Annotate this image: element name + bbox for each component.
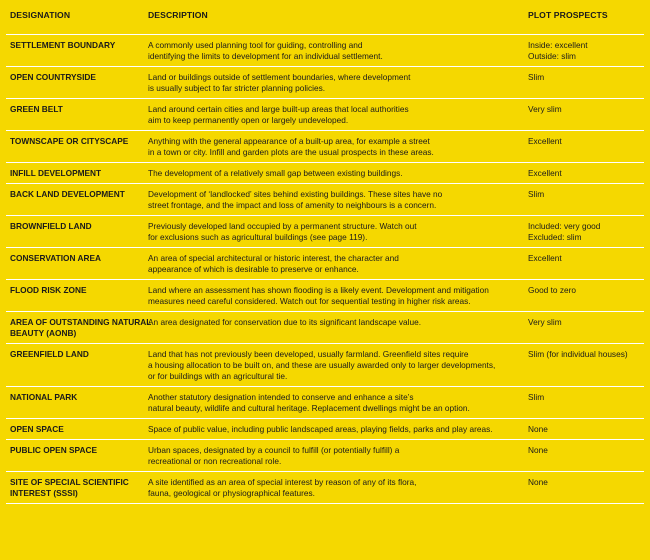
designation-text-line: AREA OF OUTSTANDING NATURAL bbox=[10, 317, 152, 327]
plot-prospects-text-line: Excellent bbox=[528, 136, 562, 146]
designation-cell bbox=[6, 344, 144, 387]
description-text-line: Land or buildings outside of settlement boundaries, where development bbox=[148, 72, 411, 82]
designation-text-line: OPEN COUNTRYSIDE bbox=[10, 72, 96, 82]
header-description: DESCRIPTION bbox=[144, 4, 524, 35]
description-text-line: fauna, geological or physiographical features. bbox=[148, 488, 315, 498]
designation-cell bbox=[6, 248, 144, 280]
plot-prospects-text-line: Excellent bbox=[528, 253, 562, 263]
description-cell bbox=[144, 440, 524, 472]
description-cell bbox=[144, 472, 524, 504]
plot-prospects-cell bbox=[524, 131, 644, 163]
table-row bbox=[6, 312, 644, 344]
designation-text-line: CONSERVATION AREA bbox=[10, 253, 101, 263]
description-cell bbox=[144, 312, 524, 344]
description-cell bbox=[144, 184, 524, 216]
description-text-line: A commonly used planning tool for guiding, controlling and bbox=[148, 40, 363, 50]
description-text-line: The development of a relatively small gap between existing buildings. bbox=[148, 168, 403, 178]
designation-text-line: INTEREST (SSSI) bbox=[10, 488, 78, 498]
description-text-line: recreational or non recreational role. bbox=[148, 456, 282, 466]
plot-prospects-cell bbox=[524, 344, 644, 387]
table-row bbox=[6, 216, 644, 248]
designation-text-line: BACK LAND DEVELOPMENT bbox=[10, 189, 125, 199]
description-text-line: A site identified as an area of special interest by reason of any of its flora, bbox=[148, 477, 417, 487]
description-text-line: Land that has not previously been developed, usually farmland. Greenfield sites require bbox=[148, 349, 469, 359]
description-cell bbox=[144, 280, 524, 312]
description-text-line: street frontage, and the impact and loss of amenity to neighbours is a concern. bbox=[148, 200, 437, 210]
table-row bbox=[6, 472, 644, 504]
description-text-line: Previously developed land occupied by a permanent structure. Watch out bbox=[148, 221, 417, 231]
plot-prospects-cell bbox=[524, 387, 644, 419]
description-text-line: Space of public value, including public landscaped areas, playing fields, parks and play areas. bbox=[148, 424, 493, 434]
plot-prospects-cell bbox=[524, 67, 644, 99]
designation-cell bbox=[6, 387, 144, 419]
plot-prospects-text-line: Good to zero bbox=[528, 285, 576, 295]
description-text-line: Another statutory designation intended to conserve and enhance a site’s bbox=[148, 392, 414, 402]
table-row bbox=[6, 163, 644, 184]
table-row bbox=[6, 387, 644, 419]
designation-text-line: OPEN SPACE bbox=[10, 424, 64, 434]
header-plot-prospects: PLOT PROSPECTS bbox=[524, 4, 644, 35]
table-body bbox=[6, 35, 644, 504]
description-cell bbox=[144, 419, 524, 440]
description-text-line: aim to keep permanently open or largely undeveloped. bbox=[148, 115, 349, 125]
description-text-line: Anything with the general appearance of a built-up area, for example a street bbox=[148, 136, 430, 146]
table-row bbox=[6, 131, 644, 163]
description-text-line: is usually subject to far stricter planning policies. bbox=[148, 83, 326, 93]
plot-prospects-text-line: Included: very good bbox=[528, 221, 601, 231]
description-text-line: appearance of which is desirable to preserve or enhance. bbox=[148, 264, 359, 274]
designation-cell bbox=[6, 131, 144, 163]
description-text-line: in a town or city. Infill and garden plots are the usual prospects in these areas. bbox=[148, 147, 434, 157]
table-row bbox=[6, 35, 644, 67]
table-row bbox=[6, 99, 644, 131]
plot-prospects-cell bbox=[524, 280, 644, 312]
table-header-row bbox=[6, 4, 644, 35]
plot-prospects-cell bbox=[524, 163, 644, 184]
plot-prospects-cell bbox=[524, 35, 644, 67]
plot-prospects-cell bbox=[524, 312, 644, 344]
plot-prospects-text-line: Inside: excellent bbox=[528, 40, 588, 50]
designation-cell bbox=[6, 163, 144, 184]
designation-cell bbox=[6, 216, 144, 248]
description-cell bbox=[144, 99, 524, 131]
designation-cell bbox=[6, 312, 152, 344]
plot-prospects-text-line: Very slim bbox=[528, 317, 562, 327]
description-text-line: Land where an assessment has shown flooding is a likely event. Development and mitigation bbox=[148, 285, 489, 295]
designation-text-line: PUBLIC OPEN SPACE bbox=[10, 445, 97, 455]
plot-prospects-cell bbox=[524, 99, 644, 131]
plot-prospects-text-line: None bbox=[528, 477, 548, 487]
designation-text-line: BEAUTY (AONB) bbox=[10, 328, 77, 338]
plot-prospects-cell bbox=[524, 419, 644, 440]
description-text-line: natural beauty, wildlife and cultural heritage. Replacement dwellings might be an option. bbox=[148, 403, 470, 413]
plot-prospects-text-line: None bbox=[528, 424, 548, 434]
table-row bbox=[6, 67, 644, 99]
designation-cell bbox=[6, 472, 144, 504]
description-cell bbox=[144, 131, 524, 163]
description-text-line: Urban spaces, designated by a council to fulfill (or potentially fulfill) a bbox=[148, 445, 400, 455]
description-text-line: identifying the limits to development for an individual settlement. bbox=[148, 51, 383, 61]
description-text-line: An area designated for conservation due to its significant landscape value. bbox=[148, 317, 422, 327]
header-designation: DESIGNATION bbox=[6, 4, 144, 35]
description-text-line: Development of ‘landlocked’ sites behind existing buildings. These sites have no bbox=[148, 189, 443, 199]
description-cell bbox=[144, 35, 524, 67]
plot-prospects-text-line: Slim bbox=[528, 189, 545, 199]
designation-text-line: FLOOD RISK ZONE bbox=[10, 285, 87, 295]
designation-cell bbox=[6, 280, 144, 312]
description-text-line: An area of special architectural or historic interest, the character and bbox=[148, 253, 399, 263]
designation-text-line: GREEN BELT bbox=[10, 104, 63, 114]
planning-designations-table bbox=[6, 4, 644, 504]
table-row bbox=[6, 440, 644, 472]
designation-cell bbox=[6, 99, 144, 131]
designation-text-line: BROWNFIELD LAND bbox=[10, 221, 92, 231]
designation-text-line: INFILL DEVELOPMENT bbox=[10, 168, 102, 178]
designation-cell bbox=[6, 67, 144, 99]
plot-prospects-cell bbox=[524, 440, 644, 472]
designation-cell bbox=[6, 440, 144, 472]
description-cell bbox=[144, 163, 524, 184]
designation-cell bbox=[6, 184, 144, 216]
plot-prospects-text-line: Slim bbox=[528, 72, 545, 82]
plot-prospects-cell bbox=[524, 216, 644, 248]
table-row bbox=[6, 344, 644, 387]
designation-text-line: SITE OF SPECIAL SCIENTIFIC bbox=[10, 477, 129, 487]
description-text-line: a housing allocation to be built on, and these are usually awarded only to larger developments, bbox=[148, 360, 496, 370]
plot-prospects-text-line: Slim bbox=[528, 392, 545, 402]
description-text-line: for exclusions such as agricultural buildings (see page 119). bbox=[148, 232, 368, 242]
plot-prospects-text-line: Very slim bbox=[528, 104, 562, 114]
description-cell bbox=[144, 248, 524, 280]
table-row bbox=[6, 280, 644, 312]
plot-prospects-text-line: Excellent bbox=[528, 168, 562, 178]
plot-prospects-text-line: Slim (for individual houses) bbox=[528, 349, 628, 359]
plot-prospects-text-line: Outside: slim bbox=[528, 51, 576, 61]
plot-prospects-text-line: Excluded: slim bbox=[528, 232, 582, 242]
designation-text-line: NATIONAL PARK bbox=[10, 392, 78, 402]
plot-prospects-text-line: None bbox=[528, 445, 548, 455]
description-cell bbox=[144, 216, 524, 248]
description-text-line: or for buildings with an agricultural tie. bbox=[148, 371, 288, 381]
table-row bbox=[6, 419, 644, 440]
table-row bbox=[6, 184, 644, 216]
plot-prospects-cell bbox=[524, 248, 644, 280]
designation-text-line: SETTLEMENT BOUNDARY bbox=[10, 40, 116, 50]
description-cell bbox=[144, 344, 524, 387]
designation-cell bbox=[6, 419, 144, 440]
description-text-line: measures need careful considered. Watch out for sequential testing in higher risk areas. bbox=[148, 296, 471, 306]
plot-prospects-cell bbox=[524, 472, 644, 504]
plot-prospects-cell bbox=[524, 184, 644, 216]
description-cell bbox=[144, 387, 524, 419]
description-cell bbox=[144, 67, 524, 99]
table-row bbox=[6, 248, 644, 280]
description-text-line: Land around certain cities and large built-up areas that local authorities bbox=[148, 104, 409, 114]
designation-cell bbox=[6, 35, 144, 67]
designation-text-line: TOWNSCAPE OR CITYSCAPE bbox=[10, 136, 129, 146]
designation-text-line: GREENFIELD LAND bbox=[10, 349, 89, 359]
